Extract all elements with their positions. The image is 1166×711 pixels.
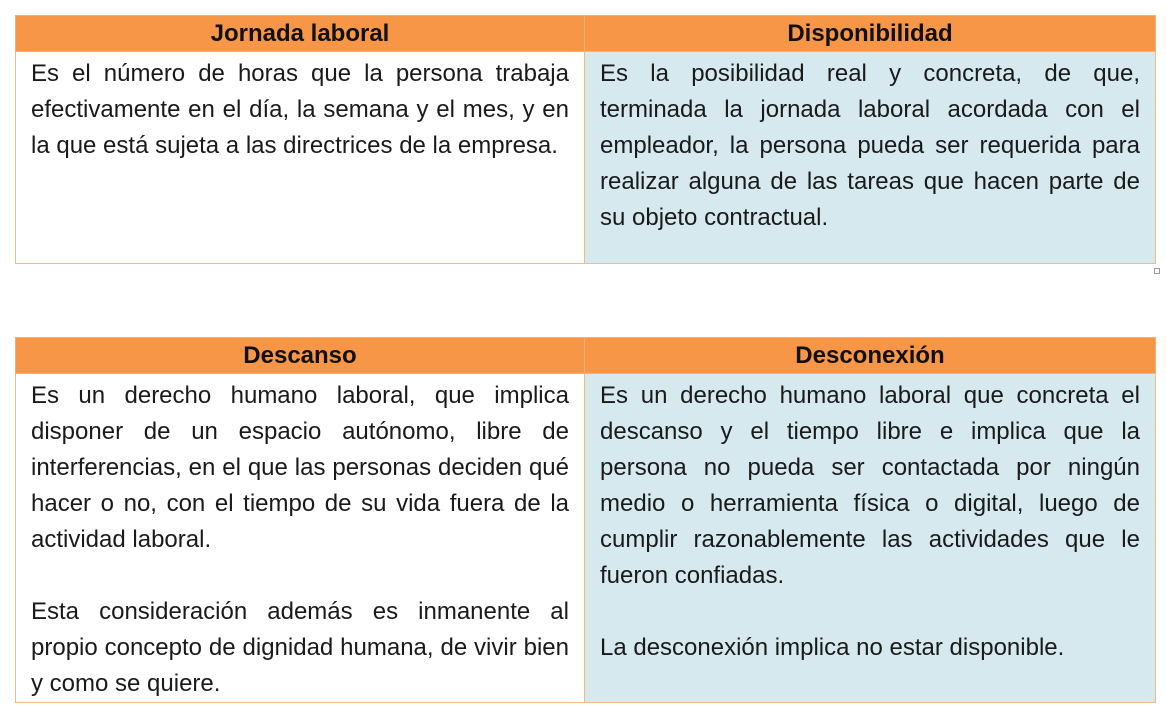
descanso-paragraph-1: Es un derecho humano laboral, que implica disponer de un espacio autónomo, libre de interferencias, en el que las personas deciden qué hacer o no, con el tiempo de su vida fuera de la actividad laboral. bbox=[31, 382, 569, 553]
cell-jornada-laboral bbox=[16, 52, 585, 264]
desconexion-paragraph-1: Es un derecho humano laboral que concreta el descanso y el tiempo libre e implica que la persona no pueda ser contactada por ningún medio o herramienta física o digital, luego de cumplir razonablemente las actividades que le fueron confiadas. bbox=[600, 382, 1140, 589]
disponibilidad-text: Es la posibilidad real y concreta, de que, terminada la jornada laboral acordada con el empleador, la persona pueda ser requerida para realizar alguna de las tareas que hacen parte de su objeto contractual. bbox=[600, 60, 1140, 231]
header-disponibilidad: Disponibilidad bbox=[585, 16, 1156, 52]
cell-desconexion bbox=[585, 374, 1156, 703]
header-descanso: Descanso bbox=[16, 338, 585, 374]
header-desconexion: Desconexión bbox=[585, 338, 1156, 374]
desconexion-paragraph-2: La desconexión implica no estar disponible. bbox=[600, 634, 1065, 661]
cell-descanso bbox=[16, 374, 585, 703]
cell-disponibilidad bbox=[585, 52, 1156, 264]
descanso-paragraph-2: Esta consideración además es inmanente al propio concepto de dignidad humana, de vivir bien y como se quiere. bbox=[31, 598, 569, 697]
header-jornada-laboral: Jornada laboral bbox=[16, 16, 585, 52]
definitions-table-1 bbox=[15, 15, 1156, 264]
jornada-laboral-text: Es el número de horas que la persona trabaja efectivamente en el día, la semana y el mes, y en la que está sujeta a las directrices de la empresa. bbox=[31, 60, 569, 159]
definitions-table-2 bbox=[15, 337, 1156, 703]
table-resize-handle[interactable] bbox=[1154, 268, 1160, 274]
